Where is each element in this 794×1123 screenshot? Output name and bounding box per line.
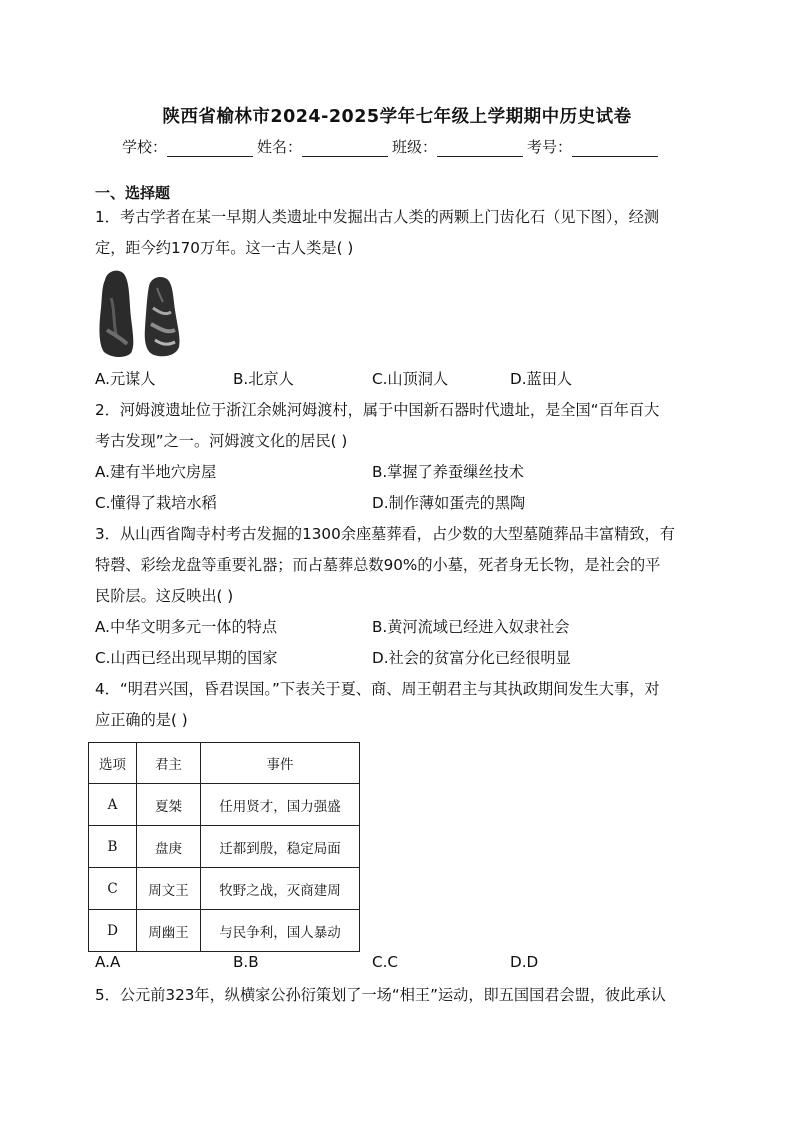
name-blank <box>302 141 388 157</box>
table-header-row <box>89 743 360 784</box>
q2-line1: 2．河姆渡遗址位于浙江余姚河姆渡村，属于中国新石器时代遗址，是全国“百年百大 <box>95 401 660 419</box>
q4-table <box>88 742 360 952</box>
q4-line1: 4．“明君兴国，昏君误国。”下表关于夏、商、周王朝君主与其执政期间发生大事，对 <box>95 680 660 698</box>
q2-option-b[interactable]: B.掌握了养蚕缫丝技术 <box>372 463 524 481</box>
q1-line2: 定，距今约170万年。这一古人类是( ) <box>95 239 354 257</box>
table-cell: 周文王 <box>137 868 201 910</box>
table-cell: 迁都到殷，稳定局面 <box>201 826 360 868</box>
q3-option-d[interactable]: D.社会的贫富分化已经很明显 <box>372 649 571 667</box>
q1-option-a[interactable]: A.元谋人 <box>95 370 156 388</box>
number-blank <box>572 141 658 157</box>
q3-line3: 民阶层。这反映出( ) <box>95 587 234 605</box>
table-cell: 牧野之战，灭商建周 <box>201 868 360 910</box>
table-row <box>89 784 360 826</box>
tooth-fossils-image <box>97 268 187 360</box>
table-header-option: 选项 <box>89 743 137 784</box>
table-cell: A <box>89 784 137 826</box>
exam-title: 陕西省榆林市2024-2025学年七年级上学期期中历史试卷 <box>162 107 632 127</box>
table-row <box>89 868 360 910</box>
q2-option-c[interactable]: C.懂得了栽培水稻 <box>95 494 217 512</box>
q1-option-d[interactable]: D.蓝田人 <box>510 370 573 388</box>
table-row <box>89 910 360 952</box>
q4-option-a[interactable]: A.A <box>95 953 121 971</box>
class-label: 班级： <box>392 138 438 156</box>
q2-option-a[interactable]: A.建有半地穴房屋 <box>95 463 217 481</box>
table-cell: B <box>89 826 137 868</box>
number-label: 考号： <box>527 138 573 156</box>
q2-option-d[interactable]: D.制作薄如蛋壳的黑陶 <box>372 494 526 512</box>
q4-option-d[interactable]: D.D <box>510 953 539 971</box>
q3-option-a[interactable]: A.中华文明多元一体的特点 <box>95 618 278 636</box>
table-row <box>89 826 360 868</box>
q5-line1: 5．公元前323年，纵横家公孙衍策划了一场“相王”运动，即五国国君会盟，彼此承认 <box>95 986 666 1004</box>
q4-option-b[interactable]: B.B <box>233 953 259 971</box>
q1-option-c[interactable]: C.山顶洞人 <box>372 370 449 388</box>
left-tooth-fossil <box>99 271 133 357</box>
section-heading: 一、选择题 <box>95 184 171 202</box>
school-blank <box>167 141 253 157</box>
class-blank <box>437 141 523 157</box>
name-label: 姓名： <box>257 138 303 156</box>
table-cell: 盘庚 <box>137 826 201 868</box>
table-cell: 夏桀 <box>137 784 201 826</box>
table-cell: 与民争利，国人暴动 <box>201 910 360 952</box>
q1-option-b[interactable]: B.北京人 <box>233 370 294 388</box>
q3-option-c[interactable]: C.山西已经出现早期的国家 <box>95 649 278 667</box>
table-cell: D <box>89 910 137 952</box>
q4-line2: 应正确的是( ) <box>95 711 188 729</box>
q1-line1: 1．考古学者在某一早期人类遗址中发掘出古人类的两颗上门齿化石（见下图），经测 <box>95 208 660 226</box>
q3-line2: 特磬、彩绘龙盘等重要礼器；而占墓葬总数90%的小墓，死者身无长物，是社会的平 <box>95 556 661 574</box>
q3-option-b[interactable]: B.黄河流域已经进入奴隶社会 <box>372 618 570 636</box>
table-header-event: 事件 <box>201 743 360 784</box>
q2-line2: 考古发现”之一。河姆渡文化的居民( ) <box>95 432 348 450</box>
q3-line1: 3．从山西省陶寺村考古发掘的1300余座墓葬看，占少数的大型墓随葬品丰富精致，有 <box>95 525 675 543</box>
table-cell: C <box>89 868 137 910</box>
student-info-row <box>122 136 662 157</box>
table-cell: 任用贤才，国力强盛 <box>201 784 360 826</box>
table-header-ruler: 君主 <box>137 743 201 784</box>
school-label: 学校： <box>122 138 168 156</box>
q4-option-c[interactable]: C.C <box>372 953 399 971</box>
table-cell: 周幽王 <box>137 910 201 952</box>
